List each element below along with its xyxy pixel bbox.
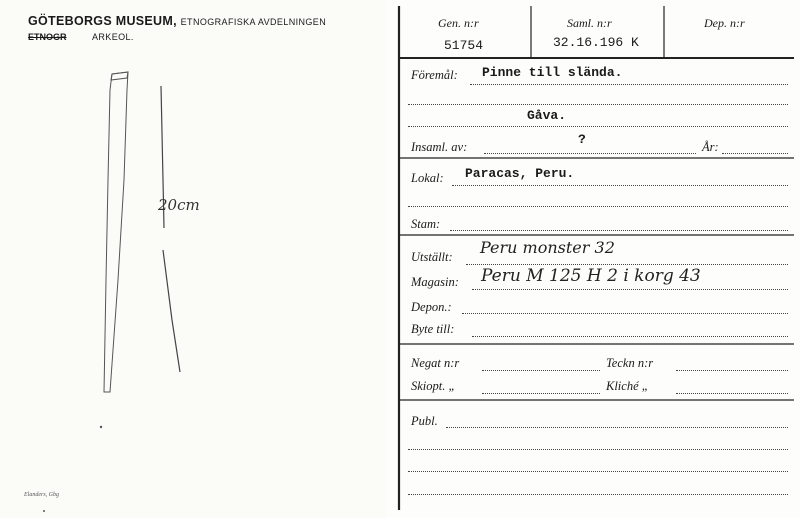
dotted-line xyxy=(452,185,788,186)
dotted-line xyxy=(462,313,788,314)
museum-name: GÖTEBORGS MUSEUM, xyxy=(28,14,177,28)
dotted-line xyxy=(722,153,788,154)
dotted-line xyxy=(408,206,788,207)
dotted-line xyxy=(676,370,788,371)
arkeol-label: ARKEOL. xyxy=(92,32,134,42)
dotted-line xyxy=(482,393,600,394)
dotted-line xyxy=(466,264,788,265)
foremal-label: Föremål: xyxy=(411,68,458,82)
gen-value: 51754 xyxy=(444,38,484,53)
utstallt-value: Peru monster 32 xyxy=(480,238,615,257)
dotted-line xyxy=(408,494,788,495)
gen-label: Gen. n:r xyxy=(438,16,479,30)
stam-label: Stam: xyxy=(411,217,441,231)
lokal-label: Lokal: xyxy=(411,171,444,185)
dotted-line xyxy=(408,471,788,472)
dotted-line xyxy=(472,336,788,337)
dep-label: Dep. n:r xyxy=(704,16,745,30)
magasin-label: Magasin: xyxy=(411,275,459,289)
crossed-out-word: ETNOGR xyxy=(28,32,67,42)
lokal-value: Paracas, Peru. xyxy=(465,166,575,181)
scale-label: 20cm xyxy=(158,196,200,214)
dotted-line xyxy=(446,427,788,428)
dotted-line xyxy=(450,230,788,231)
ar-label: År: xyxy=(702,140,719,154)
insaml-label: Insaml. av: xyxy=(411,140,468,154)
dotted-line xyxy=(482,370,600,371)
dotted-line xyxy=(472,289,788,290)
magasin-value: Peru M 125 H 2 i korg 43 xyxy=(481,266,701,286)
printer-mark: Elanders, Gbg xyxy=(24,492,59,498)
kliche-label: Kliché „ xyxy=(606,379,649,393)
depon-label: Depon.: xyxy=(411,300,452,314)
dotted-line xyxy=(484,153,696,154)
insaml-value: ? xyxy=(578,132,586,147)
saml-value: 32.16.196 K xyxy=(553,35,639,50)
negat-label: Negat n:r xyxy=(411,356,460,370)
gava-value: Gåva. xyxy=(527,108,567,123)
department-name: ETNOGRAFISKA AVDELNINGEN xyxy=(180,17,327,27)
dotted-line xyxy=(408,449,788,450)
dotted-line xyxy=(676,393,788,394)
publ-label: Publ. xyxy=(411,414,438,428)
dotted-line xyxy=(470,84,788,85)
foremal-value: Pinne till slända. xyxy=(482,65,623,80)
utstallt-label: Utställt: xyxy=(411,250,453,264)
dotted-line xyxy=(408,126,788,127)
skiopt-label: Skiopt. „ xyxy=(411,379,456,393)
dotted-line xyxy=(408,104,788,105)
teckn-label: Teckn n:r xyxy=(606,356,654,370)
byte-label: Byte till: xyxy=(411,322,455,336)
saml-label: Saml. n:r xyxy=(567,16,612,30)
